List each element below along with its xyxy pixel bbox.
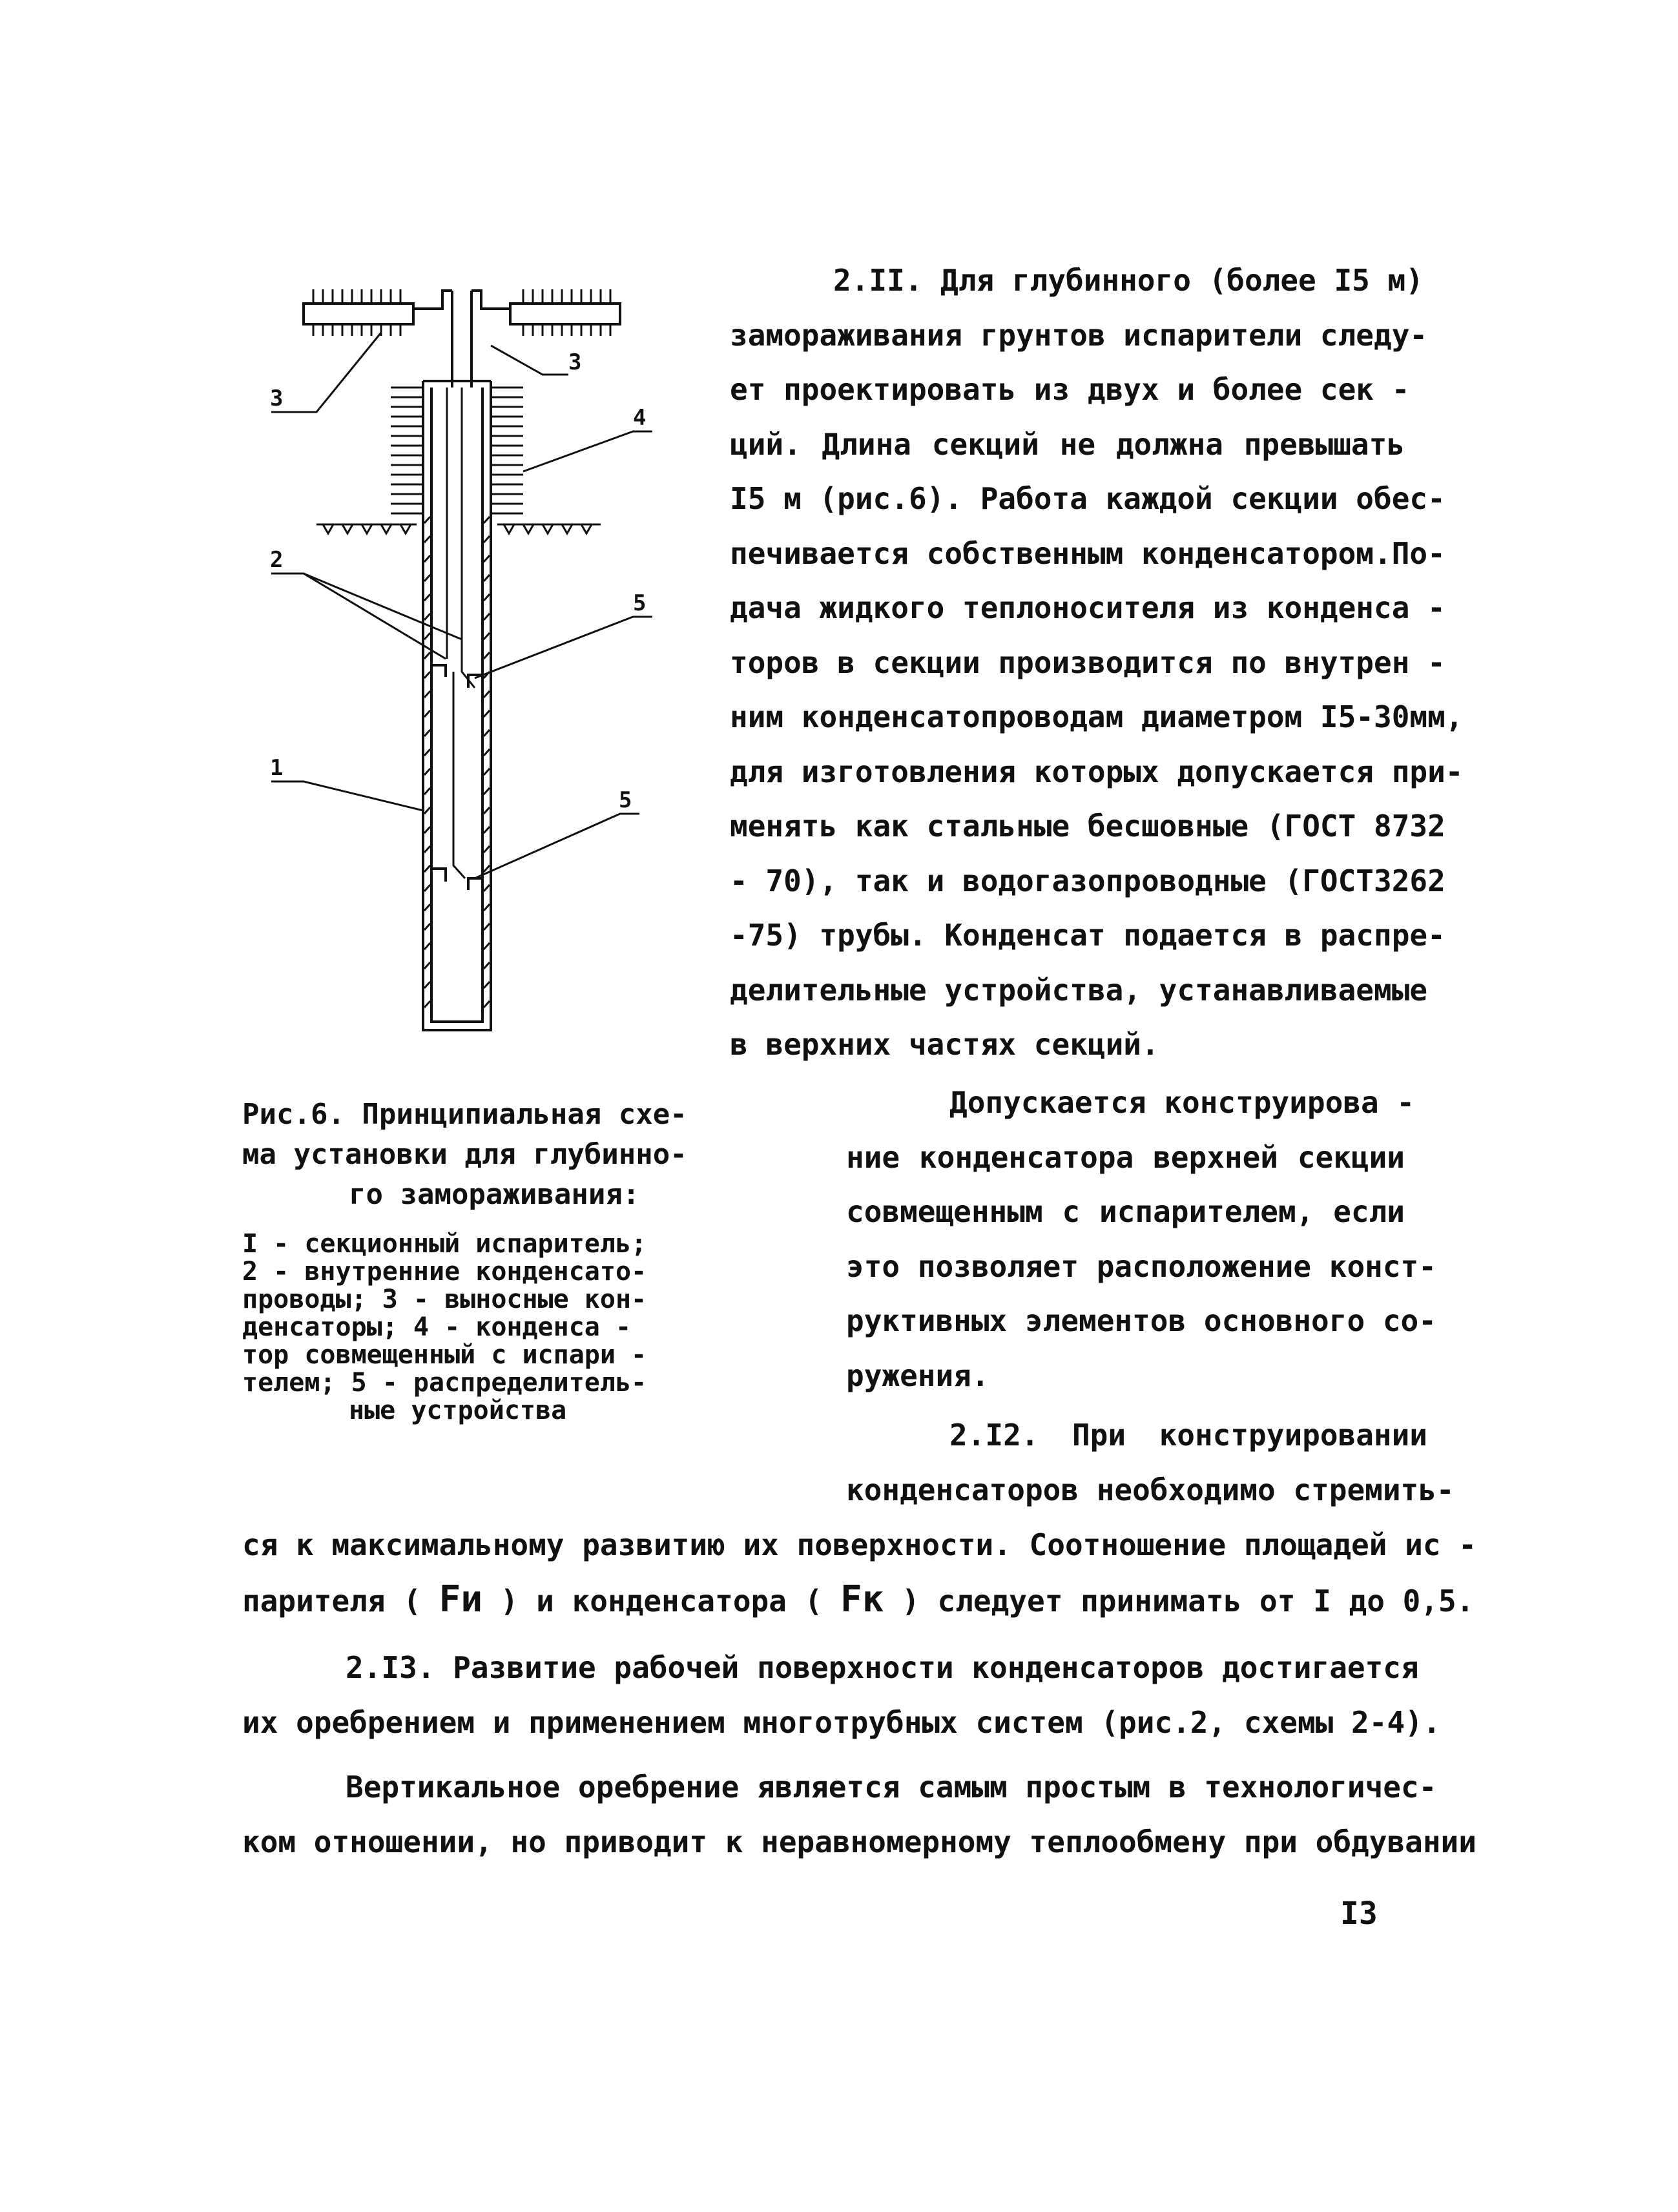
text-line: -75) трубы. Конденсат подается в распре- [730,918,1445,953]
legend-line: тор совмещенный с испари - [242,1340,647,1370]
symbol-fk: Fк [840,1578,884,1620]
text-line: ет проектировать из двух и более сек - [730,372,1410,407]
text-line: 2.I2. При конструировании [949,1418,1427,1452]
ground-hatch-left [323,524,411,533]
text-line: торов в секции производится по внутрен - [730,645,1445,680]
text-line: ций. Длина секций не должна превышать [730,426,1405,462]
text-line: менять как стальные бесшовные (ГОСТ 8732 [730,809,1445,843]
legend-line: I - секционный испаритель; [242,1229,647,1259]
label-1: 1 [270,755,284,781]
text-line: их оребрением и применением многотрубных систем (рис.2, схемы 2-4). [242,1704,1441,1740]
caption-line: го замораживания: [349,1178,640,1211]
text-line: дача жидкого теплоносителя из конденса - [730,590,1445,625]
label-5-top: 5 [633,590,647,616]
text-line: замораживания грунтов испарители следу- [730,317,1428,353]
legend-line: денсаторы; 4 - конденса - [242,1312,632,1342]
symbol-fi: Fи [439,1578,483,1620]
text-line: для изготовления которых допускается при- [730,754,1464,789]
text-line: 2.II. Для глубинного (более I5 м) [833,263,1424,298]
label-4: 4 [633,405,647,431]
left-wall-hatch [424,517,430,1008]
text-line: Вертикальное оребрение является самым простым в технологичес- [346,1770,1437,1804]
left-condenser-pipe [413,291,452,309]
right-condenser-body [510,304,620,324]
text-line: это позволяет расположение конст- [846,1248,1436,1284]
paragraph-2-11 [730,253,1464,1072]
figure-caption [242,1095,688,1215]
text-fragment: ) и конденсатора ( [500,1583,823,1618]
text-line: ком отношении, но приводит к неравномерному теплообмену при обдувании [242,1824,1476,1859]
leader-5-bottom [475,814,639,878]
evaporator-outer [423,381,491,1030]
caption-line: Рис.6. Принципиальная схе- [242,1098,687,1131]
paragraph-vertical-finning [242,1760,1476,1869]
leader-4 [523,431,652,471]
ground-hatch-right [504,524,592,533]
leader-2a [271,574,462,639]
text-line: печивается собственным конденсатором.По- [730,535,1445,571]
text-line-with-symbols [242,1573,1475,1628]
legend-line: 2 - внутренние конденсато- [242,1257,647,1287]
schematic-drawing [252,258,769,1053]
figure-legend [242,1230,688,1425]
left-condenser-fins-top [313,289,400,304]
distributor-1 [431,665,482,688]
paragraph-2-13 [242,1640,1441,1750]
leader-3-left [271,333,381,412]
text-line: совмещенным с испарителем, если [846,1194,1405,1229]
text-line: ние конденсатора верхней секции [846,1139,1405,1175]
paragraph-2-12 [846,1408,1455,1517]
text-line: 2.I3. Развитие рабочей поверхности конденсаторов достигается [346,1650,1419,1685]
right-condenser-fins-bottom [523,324,610,336]
right-side-fins [491,388,523,513]
right-condenser-pipe [471,291,510,309]
left-condenser-fins-bottom [313,324,400,336]
text-line: делительные устройства, устанавливаемые [730,972,1428,1008]
leader-1 [271,781,423,811]
text-line: ружения. [846,1358,989,1393]
paragraph-2-12-continued [242,1518,1476,1627]
text-line: руктивных элементов основного со- [846,1303,1436,1338]
paragraph-allowed-design [846,1075,1436,1403]
right-wall-hatch [484,517,490,1008]
caption-line: ма установки для глубинно- [242,1138,687,1171]
label-3-left: 3 [270,386,284,411]
leader-5-top [475,617,652,678]
label-2: 2 [270,547,284,573]
text-line: конденсаторов необходимо стремить- [846,1472,1455,1507]
evaporator-inner [431,388,482,1022]
left-side-fins [391,388,423,513]
legend-line: проводы; 3 - выносные кон- [242,1285,647,1314]
condensate-pipe-3 [453,672,465,878]
text-line: в верхних частях секций. [730,1027,1159,1062]
condensate-pipe-2 [462,388,475,688]
right-condenser-fins-top [523,289,610,304]
text-fragment: парителя ( [242,1583,421,1618]
text-fragment: ) следует принимать от I до 0,5. [902,1583,1475,1618]
distributor-2 [431,869,482,890]
label-3-right: 3 [568,349,582,375]
text-line: Допускается конструирова - [949,1085,1415,1120]
page-number: I3 [1340,1896,1378,1932]
legend-line: телем; 5 - распределитель- [242,1368,647,1398]
legend-line: ные устройства [349,1396,567,1425]
text-line: - 70), так и водогазопроводные (ГОСТ3262 [730,863,1445,898]
left-condenser-body [304,304,413,324]
label-5-bottom: 5 [619,787,632,813]
text-line: I5 м (рис.6). Работа каждой секции обес- [730,481,1445,516]
text-line: ним конденсатопроводам диаметром I5-30мм, [730,699,1464,734]
leader-3-right [491,346,568,375]
figure-6-schematic [252,258,769,1053]
text-line: ся к максимальному развитию их поверхности. Соотношение площадей ис - [242,1527,1476,1562]
